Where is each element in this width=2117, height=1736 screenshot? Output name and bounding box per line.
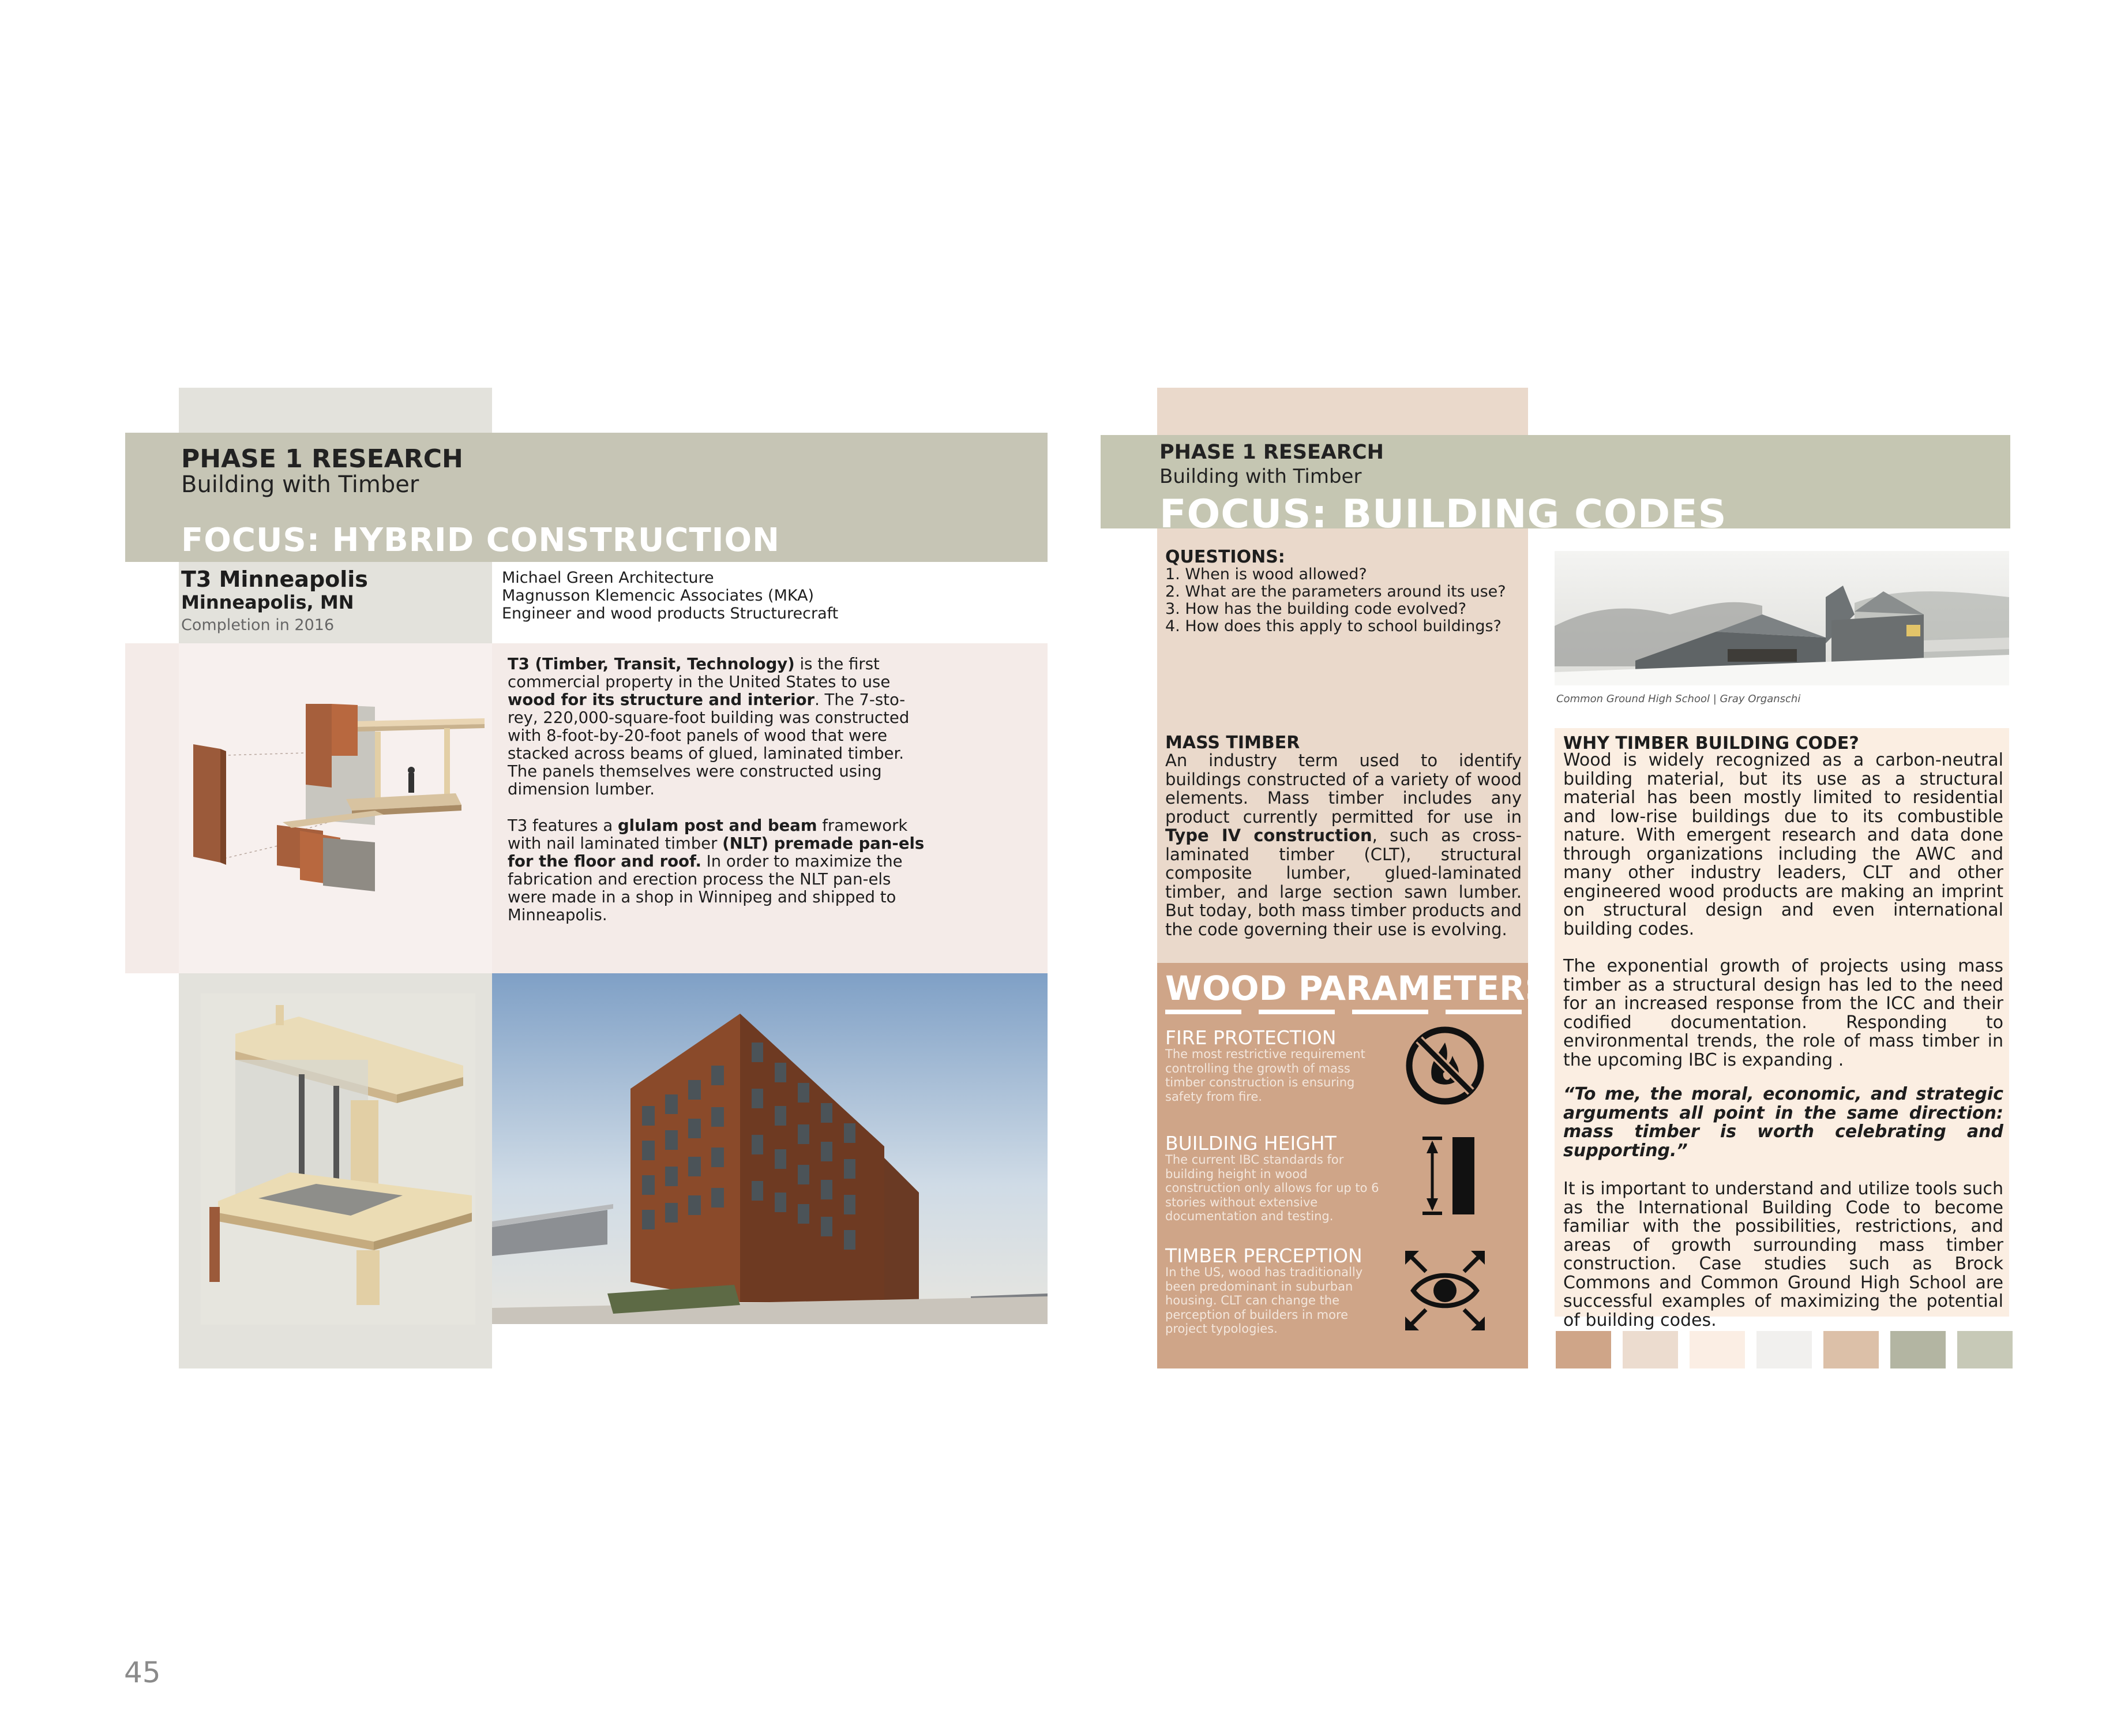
timber-perception-title: TIMBER PERCEPTION bbox=[1165, 1244, 1362, 1267]
eye-perception-icon bbox=[1402, 1247, 1488, 1334]
color-swatch bbox=[1756, 1331, 1812, 1368]
mass-timber-text bbox=[1165, 751, 1522, 939]
divider-dash bbox=[1259, 1010, 1335, 1014]
why-paragraph: The exponential growth of projects using mass timber as a structural design has led to the need for an increased response from the ICC and their codified documentation. Responding to environmental trends, the role of mass timber in the upcoming IBC is expanding . bbox=[1563, 956, 2003, 1070]
text-run: wood for its structure and interior bbox=[508, 691, 815, 709]
no-fire-icon bbox=[1402, 1022, 1488, 1109]
left-focus-heading: FOCUS: HYBRID CONSTRUCTION bbox=[181, 522, 780, 559]
right-phase-title: PHASE 1 RESEARCH bbox=[1159, 441, 1384, 464]
color-swatch bbox=[1823, 1331, 1879, 1368]
divider-dash bbox=[1446, 1010, 1522, 1014]
text-run: framework with nail laminated timber bbox=[508, 816, 908, 853]
color-swatch bbox=[1556, 1331, 1611, 1368]
credit-line: Magnusson Klemencic Associates (MKA) bbox=[502, 587, 814, 605]
text-run: is the first commercial property in the United States to use bbox=[508, 655, 891, 691]
height-icon bbox=[1406, 1133, 1493, 1219]
school-building-photo bbox=[1555, 551, 2009, 685]
t3-intro-paragraph bbox=[508, 655, 934, 798]
t3-features-paragraph bbox=[508, 817, 934, 924]
why-paragraph-closing: It is important to understand and utilize tools such as the International Building Code to become familiar with the possibilities, restrictions, and areas of growth surrounding mass timber construction. Case studies such as Brock Commons and Common Ground High School are successful examples of maximizing the potential of building codes. bbox=[1563, 1179, 2003, 1330]
question-item: 2. What are the parameters around its use? bbox=[1165, 583, 1506, 601]
left-phase-title: PHASE 1 RESEARCH bbox=[181, 444, 463, 474]
floor-section-detail bbox=[201, 993, 475, 1325]
photo-caption: Common Ground High School | Gray Organschi bbox=[1556, 693, 1801, 705]
text-run: An industry term used to identify buildings constructed of a variety of wood elements. Mass timber includes any product currently permitted for use in bbox=[1165, 751, 1522, 827]
question-item: 3. How has the building code evolved? bbox=[1165, 600, 1467, 618]
wood-parameters-title: WOOD PARAMETERS bbox=[1165, 969, 1549, 1008]
color-swatch bbox=[1690, 1331, 1745, 1368]
divider-dash bbox=[1352, 1010, 1428, 1014]
questions-list bbox=[1165, 566, 1506, 635]
exploded-axonometric-diagram bbox=[185, 687, 496, 906]
text-run: T3 (Timber, Transit, Technology) bbox=[508, 655, 795, 673]
building-height-title: BUILDING HEIGHT bbox=[1165, 1132, 1337, 1154]
why-timber-text bbox=[1563, 751, 2003, 1088]
right-subtitle: Building with Timber bbox=[1159, 465, 1362, 488]
project-city: Minneapolis, MN bbox=[181, 591, 354, 613]
left-body-text bbox=[508, 655, 934, 943]
page-number: 45 bbox=[124, 1656, 161, 1689]
text-run: (NLT) premade pan-els for the floor and roof. bbox=[508, 834, 925, 871]
timber-perception-text: In the US, wood has traditionally been predominant in suburban housing. CLT can change the perception of builders in more project typologies. bbox=[1165, 1265, 1363, 1336]
pull-quote: “To me, the moral, economic, and strategic arguments all point in the same direction: mass timber is worth celebrating and supporting.” bbox=[1563, 1084, 2003, 1161]
t3-building-photo bbox=[492, 973, 1048, 1324]
building-height-text: The current IBC standards for building height in wood construction only allows for up to 6 stories without extensive documentation and testing. bbox=[1165, 1153, 1379, 1223]
text-run: , such as cross-laminated timber (CLT), structural composite lumber, glued-laminated timber, and large section sawn lumber. But today, both mass timber products and the code governing their use is evolving. bbox=[1165, 826, 1522, 939]
credit-line: Engineer and wood products Structurecraft bbox=[502, 605, 839, 623]
left-subtitle: Building with Timber bbox=[181, 471, 419, 498]
text-run: . The 7-sto-rey, 220,000-square-foot building was constructed with 8-foot-by-20-foot panels of wood that were stacked across beams of glued, laminated timber. The panels themselves were constructed using dimension lumber. bbox=[508, 691, 910, 798]
question-item: 4. How does this apply to school buildings? bbox=[1165, 617, 1502, 635]
why-timber-title: WHY TIMBER BUILDING CODE? bbox=[1563, 733, 1859, 753]
text-run: glulam post and beam bbox=[617, 816, 817, 835]
credit-line: Michael Green Architecture bbox=[502, 569, 714, 587]
divider-dash bbox=[1165, 1010, 1241, 1014]
project-name: T3 Minneapolis bbox=[181, 567, 368, 592]
mass-timber-title: MASS TIMBER bbox=[1165, 733, 1300, 753]
color-swatch bbox=[1890, 1331, 1946, 1368]
text-run: T3 features a bbox=[508, 816, 618, 835]
color-swatch bbox=[1623, 1331, 1678, 1368]
right-focus-heading: FOCUS: BUILDING CODES bbox=[1159, 492, 1727, 528]
fire-protection-text: The most restrictive requirement controlling the growth of mass timber construction is ensuring safety from fire. bbox=[1165, 1047, 1365, 1104]
fire-protection-title: FIRE PROTECTION bbox=[1165, 1026, 1337, 1049]
project-completion: Completion in 2016 bbox=[181, 616, 335, 634]
text-run: In order to maximize the fabrication and erection process the NLT pan-els were made in a shop in Winnipeg and shipped to Minneapolis. bbox=[508, 852, 903, 924]
color-swatch bbox=[1957, 1331, 2013, 1368]
question-item: 1. When is wood allowed? bbox=[1165, 565, 1367, 583]
project-credits bbox=[502, 569, 838, 623]
why-paragraph: Wood is widely recognized as a carbon-neutral building material, but its use as a structural material has been mostly limited to residential and low-rise buildings due to its combustible nature. With emergent research and data done through organizations including the AWC and many other industry leaders, CLT and other engineered wood products are making an imprint on structural design and even international building codes. bbox=[1563, 750, 2003, 939]
text-run: Type IV construction bbox=[1165, 826, 1372, 845]
questions-title: QUESTIONS: bbox=[1165, 547, 1285, 567]
